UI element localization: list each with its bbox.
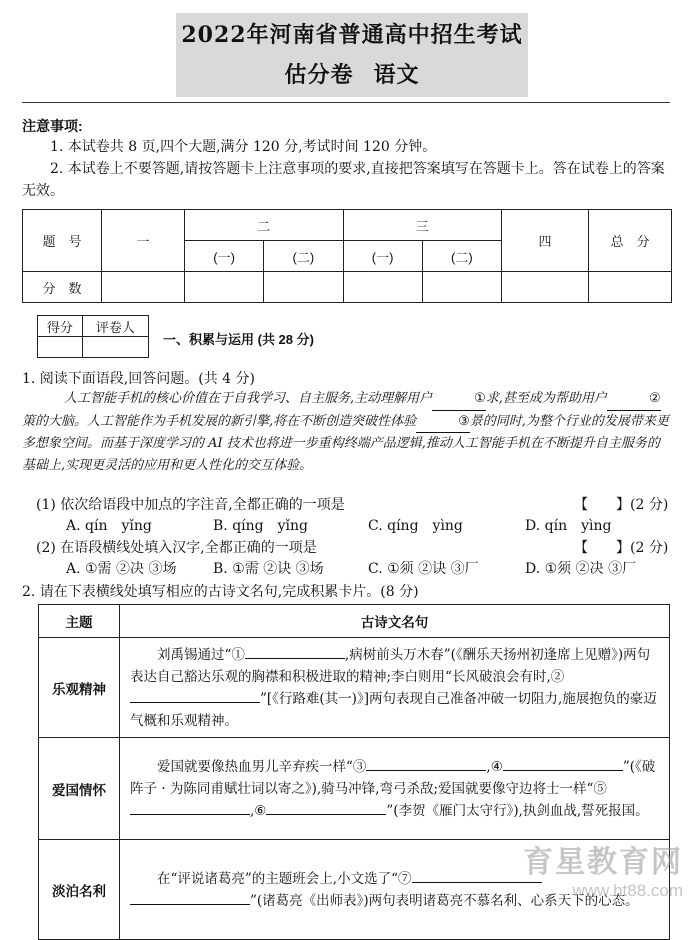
q1-passage xyxy=(22,388,672,476)
notes-heading: 注意事项: xyxy=(22,118,83,134)
watermark xyxy=(523,837,683,901)
answer-blank-1[interactable] xyxy=(245,658,345,659)
col-four: 四 xyxy=(502,210,589,272)
section-title: 一、积累与运用 (共 28 分) xyxy=(163,332,314,347)
watermark-url: www.ht88.com xyxy=(572,881,683,900)
row2-text-1: 爱国就要像热血男儿辛弃疾一样“③ xyxy=(157,758,367,775)
score-cell xyxy=(102,272,185,303)
grader-score-label: 得分 xyxy=(38,316,83,337)
sub-col-three-1: (一) xyxy=(343,241,422,272)
poem-col-lines: 古诗文名句 xyxy=(120,605,670,638)
row1-text-2: ,病树前头万木春”(《酬乐天扬州初逢席上见赠》)两句表达自己豁达乐观的胸襟和积极进取的精神;李白则用“长风破浪会有时,② xyxy=(130,646,651,685)
score-cell xyxy=(264,272,343,303)
q1-sub2-option-c[interactable]: C. ①须 ②诀 ③厂 xyxy=(368,561,479,577)
col-total: 总 分 xyxy=(589,210,672,272)
theme-cell: 淡泊名利 xyxy=(39,840,120,940)
q1-sub2-option-a[interactable]: A. ①需 ②决 ③场 xyxy=(66,561,177,577)
q1-blank-1: ① xyxy=(432,388,486,411)
q1-sub1-bracket: 【 】(2 分) xyxy=(574,497,669,513)
sub-col-three-2: (二) xyxy=(422,241,501,272)
sub-col-two-1: (一) xyxy=(185,241,264,272)
answer-blank-4[interactable] xyxy=(503,770,623,771)
exam-title: 2022年河南省普通高中招生考试 xyxy=(181,22,523,48)
row1-text-1: 刘禹锡通过“① xyxy=(157,646,245,663)
sub-col-two-2: (二) xyxy=(264,241,343,272)
q1-sub1-option-c[interactable]: C. qíng yìng xyxy=(368,518,463,534)
score-cell xyxy=(589,272,672,303)
watermark-logo-text: 育星教育网 xyxy=(523,846,683,879)
row3-text-1: 在“评说诸葛亮”的主题班会上,小文选了“⑦ xyxy=(157,870,412,887)
poem-col-theme: 主题 xyxy=(39,605,120,638)
col-one: 一 xyxy=(102,210,185,272)
score-cell xyxy=(502,272,589,303)
q1-blank-2: ② xyxy=(607,388,661,411)
score-cell xyxy=(185,272,264,303)
q1-passage-d: 景的同时,为整个行业的发展带来更多想象空间。而基于深度学习的 AI 技术也将进一步重构终端产品逻辑,推动人工智能手机在不断提升自主服务的基础上,实现更灵活的应用和更人性化的交互体验。 xyxy=(22,413,669,473)
q1-sub1-option-d[interactable]: D. qín yìng xyxy=(525,518,612,534)
score-cell xyxy=(343,272,422,303)
answer-blank-2[interactable] xyxy=(130,702,260,703)
grader-score-cell xyxy=(38,337,83,358)
col-two: 二 xyxy=(185,210,344,241)
q1-sub1: (1) 依次给语段中加点的字注音,全都正确的一项是 xyxy=(36,497,345,513)
note-item-1: 1. 本试卷共 8 页,四个大题,满分 120 分,考试时间 120 分钟。 xyxy=(50,139,437,155)
answer-blank-5[interactable] xyxy=(130,814,250,815)
grader-name-label: 评卷人 xyxy=(82,316,148,337)
q1-sub2: (2) 在语段横线处填入汉字,全都正确的一项是 xyxy=(36,540,317,556)
row2-text-4: ,⑥ xyxy=(250,802,267,819)
score-row-label-2: 分 数 xyxy=(23,272,102,303)
score-row-label-1: 题 号 xyxy=(23,210,102,272)
theme-cell: 爱国情怀 xyxy=(39,738,120,840)
q1-blank-3: ③ xyxy=(416,411,470,434)
poem-cell xyxy=(120,638,670,738)
answer-blank-6[interactable] xyxy=(266,814,386,815)
answer-blank-7[interactable] xyxy=(412,882,542,883)
grader-box xyxy=(37,315,149,358)
answer-blank-3[interactable] xyxy=(366,770,486,771)
q1-sub2-option-d[interactable]: D. ①须 ②决 ③厂 xyxy=(525,561,637,577)
answer-blank-8[interactable] xyxy=(130,904,250,905)
theme-cell: 乐观精神 xyxy=(39,638,120,738)
row3-text-2: ”(诸葛亮《出师表》)两句表明诸葛亮不慕名利、心系天下的心态。 xyxy=(250,892,639,909)
subtitle-part-a: 估分卷 xyxy=(284,62,354,88)
q1-passage-b: 求,甚至成为帮助用户 xyxy=(485,391,607,406)
grader-name-cell xyxy=(82,337,148,358)
note-item-2: 2. 本试卷上不要答题,请按答题卡上注意事项的要求,直接把答案填写在答题卡上。答在试卷上的答案无效。 xyxy=(22,161,665,199)
col-three: 三 xyxy=(343,210,502,241)
header-divider xyxy=(22,102,670,103)
q1-passage-c: 策的大脑。人工智能作为手机发展的新引擎,将在不断创造突破性体验 xyxy=(22,413,417,429)
score-cell xyxy=(422,272,501,303)
row2-text-5: ”(李贺《雁门太守行》),执剑血战,誓死报国。 xyxy=(386,802,649,819)
q1-sub1-option-a[interactable]: A. qín yǐng xyxy=(66,518,152,534)
score-table xyxy=(22,209,672,303)
row2-text-3: ”(《破阵子 · 为陈同甫赋壮词以寄之》),骑马冲锋,弯弓杀敌;爱国就要像守边将士一样“⑤ xyxy=(130,758,656,797)
q1-stem: 1. 阅读下面语段,回答问题。(共 4 分) xyxy=(22,371,255,387)
q1-passage-a: 人工智能手机的核心价值在于自我学习、自主服务,主动理解用户 xyxy=(64,391,433,406)
row1-text-3: ”[《行路难(其一)》]两句表现自己准备冲破一切阻力,施展抱负的豪迈气概和乐观精神。 xyxy=(130,690,657,729)
exam-subtitle xyxy=(176,58,528,89)
row2-text-2: ,④ xyxy=(486,758,503,775)
q2-stem: 2. 请在下表横线处填写相应的古诗文名句,完成积累卡片。(8 分) xyxy=(22,584,419,600)
q1-sub2-bracket: 【 】(2 分) xyxy=(574,540,669,556)
q1-sub1-option-b[interactable]: B. qíng yǐng xyxy=(213,518,308,534)
subtitle-part-b: 语文 xyxy=(373,62,420,88)
q1-sub2-option-b[interactable]: B. ①需 ②诀 ③场 xyxy=(213,561,324,577)
poem-cell xyxy=(120,738,670,840)
